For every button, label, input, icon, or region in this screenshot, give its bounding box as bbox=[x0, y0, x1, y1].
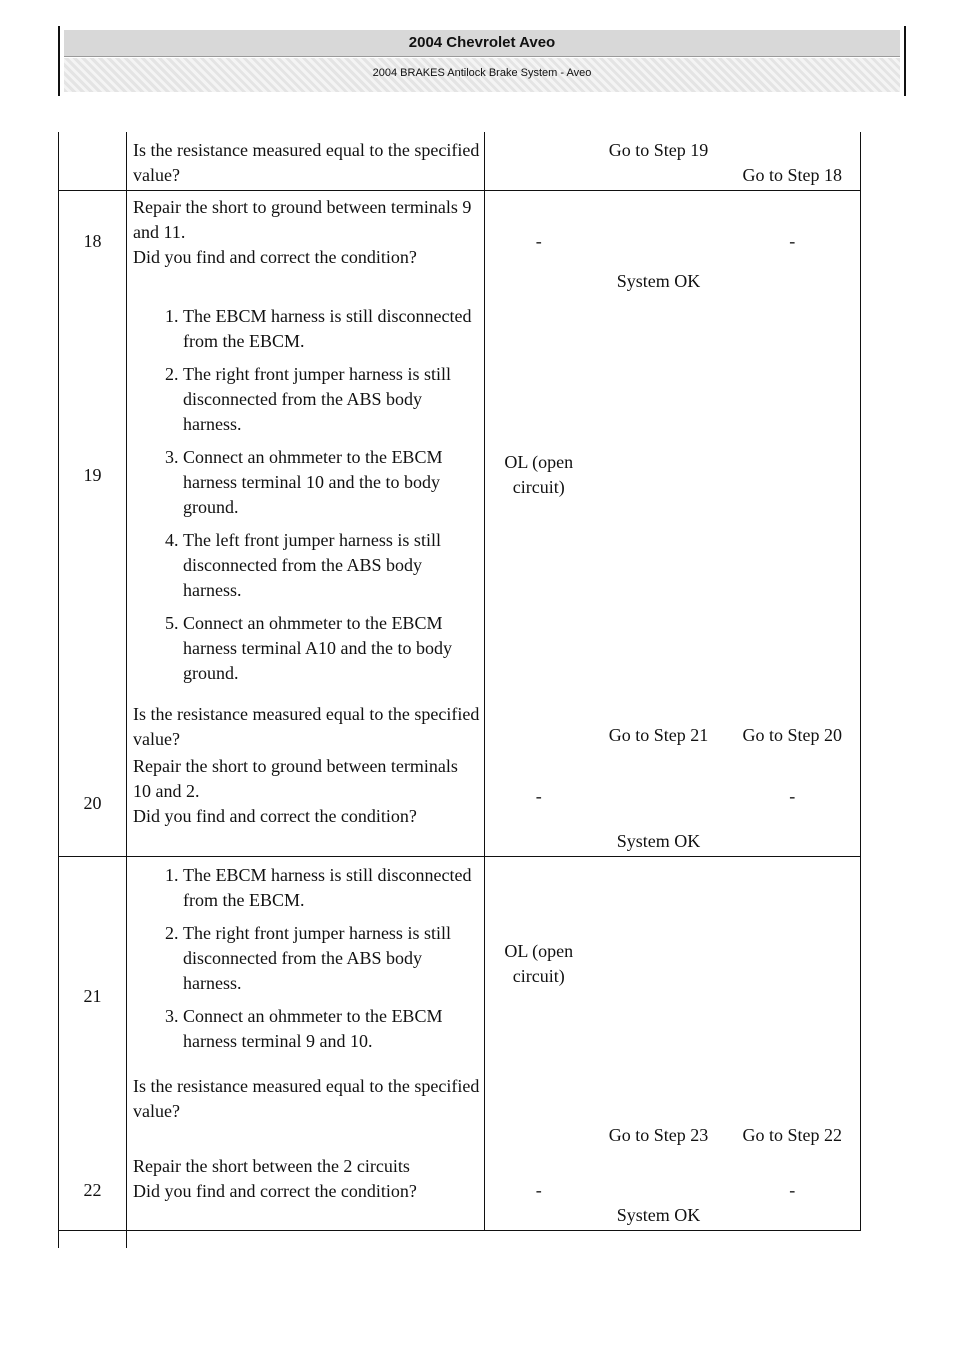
question-text: Is the resistance measured equal to the specified value? bbox=[133, 1075, 480, 1121]
no-action: Go to Step 20 bbox=[725, 298, 861, 752]
yes-action: Go to Step 23 bbox=[593, 856, 725, 1152]
step-question bbox=[127, 132, 485, 190]
empty-cell bbox=[59, 1230, 127, 1248]
header-right-rule bbox=[904, 26, 906, 96]
action-text: Repair the short to ground between terminals 9 and 11. bbox=[133, 196, 472, 242]
no-action: Go to Step 18 bbox=[725, 132, 861, 190]
table-row bbox=[59, 752, 861, 856]
step-instructions bbox=[127, 856, 485, 1152]
instruction-list bbox=[133, 304, 480, 686]
yes-action: System OK bbox=[593, 190, 725, 298]
specified-value: - bbox=[485, 190, 593, 298]
question-text: Is the resistance measured equal to the specified value? bbox=[133, 140, 480, 185]
no-action: - bbox=[725, 752, 861, 856]
page-header bbox=[58, 26, 906, 96]
header-subtitle: 2004 BRAKES Antilock Brake System - Aveo bbox=[64, 58, 900, 92]
action-text: Repair the short between the 2 circuits bbox=[133, 1156, 410, 1176]
no-action: Go to Step 22 bbox=[725, 856, 861, 1152]
no-action: - bbox=[725, 190, 861, 298]
empty-cell bbox=[593, 1230, 725, 1248]
step-action bbox=[127, 752, 485, 856]
action-text: Repair the short to ground between terminals 10 and 2. bbox=[133, 756, 458, 801]
step-action bbox=[127, 190, 485, 298]
instruction-list bbox=[133, 863, 480, 1054]
yes-action: Go to Step 21 bbox=[608, 725, 709, 745]
list-item: 4. The left front jumper harness is still disconnected from the ABS body harness. bbox=[183, 528, 480, 603]
yes-action: Go to Step 19 bbox=[593, 132, 725, 190]
step-number: 18 bbox=[59, 190, 127, 298]
specified-value: - bbox=[485, 1152, 593, 1230]
step-number-label: 19 bbox=[83, 464, 102, 485]
question-text: Did you find and correct the condition? bbox=[133, 806, 417, 826]
table-row bbox=[59, 190, 861, 298]
empty-cell bbox=[725, 1230, 861, 1248]
list-item: 2. The right front jumper harness is still disconnected from the ABS body harness. bbox=[183, 362, 480, 437]
list-item: 1. The EBCM harness is still disconnected from the EBCM. bbox=[183, 304, 480, 354]
table-row bbox=[59, 298, 861, 752]
specified-value bbox=[485, 132, 593, 190]
empty-cell bbox=[485, 1230, 593, 1248]
list-item: 2. The right front jumper harness is still disconnected from the ABS body harness. bbox=[183, 921, 480, 996]
step-action bbox=[127, 1152, 485, 1230]
list-item: 5. Connect an ohmmeter to the EBCM harness terminal A10 and the to body ground. bbox=[183, 611, 480, 686]
yes-action: System OK bbox=[593, 752, 725, 856]
header-left-rule bbox=[58, 26, 60, 96]
step-number: 20 bbox=[59, 752, 127, 856]
yes-action: System OK bbox=[593, 1152, 725, 1230]
question-text: Did you find and correct the condition? bbox=[133, 246, 417, 267]
specified-value: OL (open circuit) bbox=[485, 856, 593, 1152]
list-item: 3. Connect an ohmmeter to the EBCM harness terminal 10 and the to body ground. bbox=[183, 445, 480, 520]
specified-value: - bbox=[485, 752, 593, 856]
list-item: 3. Connect an ohmmeter to the EBCM harness terminal 9 and 10. bbox=[183, 1004, 480, 1054]
table-row bbox=[59, 1230, 861, 1248]
table-row bbox=[59, 1152, 861, 1230]
header-title: 2004 Chevrolet Aveo bbox=[64, 30, 900, 57]
question-text: Did you find and correct the condition? bbox=[133, 1181, 417, 1201]
specified-value: OL (open circuit) bbox=[504, 452, 574, 497]
step-instructions bbox=[127, 298, 485, 752]
table-row bbox=[59, 132, 861, 190]
step-number bbox=[59, 856, 127, 1152]
empty-cell bbox=[127, 1230, 485, 1248]
step-number bbox=[59, 298, 127, 752]
step-number: 22 bbox=[59, 1152, 127, 1230]
question-text: Is the resistance measured equal to the specified value? bbox=[133, 704, 480, 749]
list-item: 1. The EBCM harness is still disconnected from the EBCM. bbox=[183, 863, 480, 913]
step-number bbox=[59, 132, 127, 190]
table-row bbox=[59, 856, 861, 1152]
no-action: - bbox=[725, 1152, 861, 1230]
diagnostic-table bbox=[58, 132, 861, 1248]
step-number-label: 21 bbox=[83, 985, 102, 1006]
